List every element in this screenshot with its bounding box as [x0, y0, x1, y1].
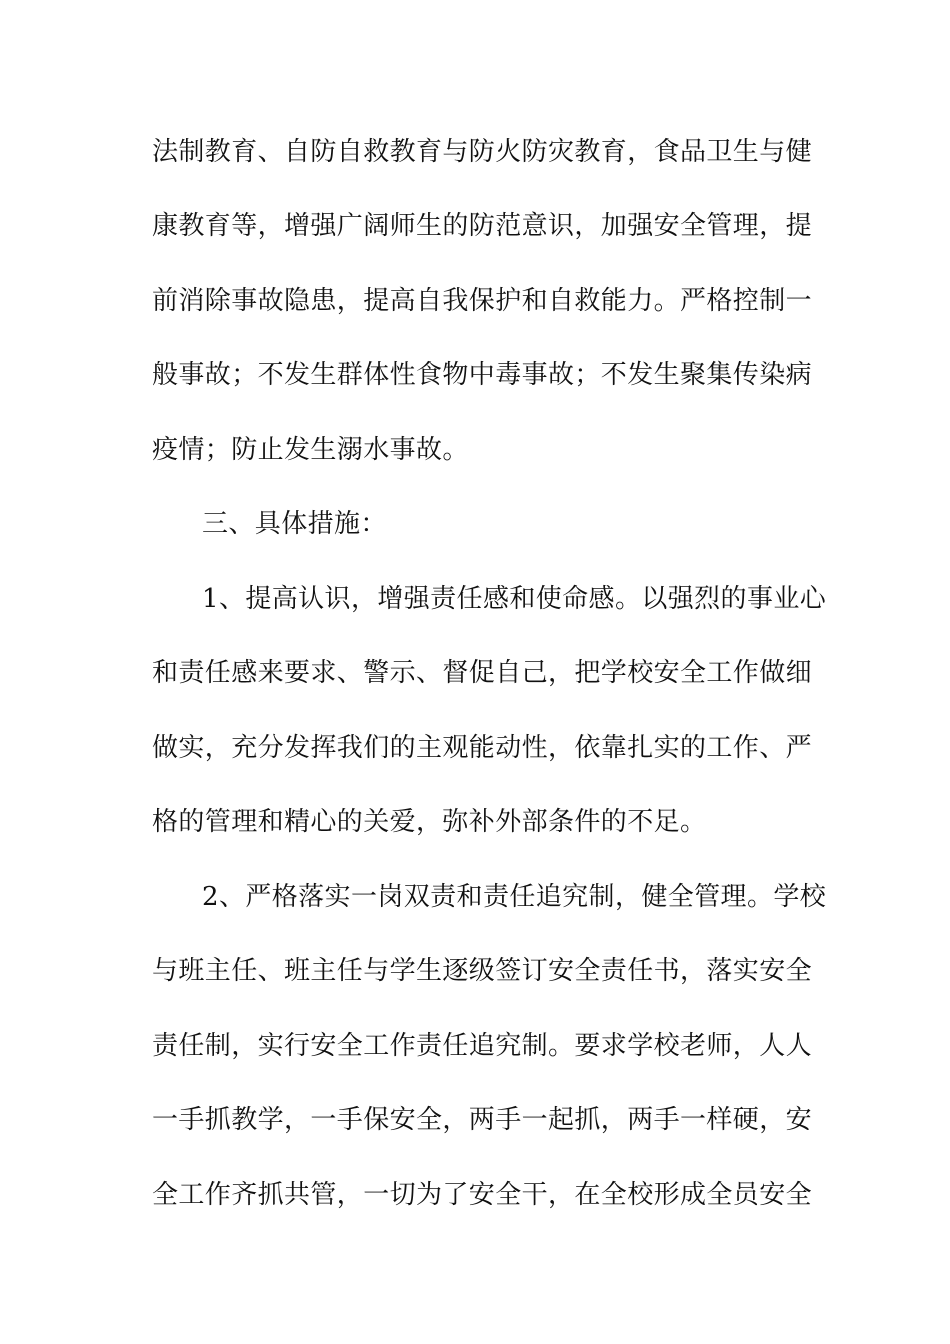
text-line: 康教育等，增强广阔师生的防范意识，加强安全管理，提	[152, 211, 813, 241]
text-line: 2、严格落实一岗双责和责任追究制，健全管理。学校	[202, 882, 827, 912]
text-line: 1、提高认识，增强责任感和使命感。以强烈的事业心	[202, 584, 827, 614]
text-line: 格的管理和精心的关爱，弥补外部条件的不足。	[152, 807, 707, 837]
text-line: 全工作齐抓共管，一切为了安全干，在全校形成全员安全	[152, 1180, 813, 1210]
text-line: 法制教育、自防自救教育与防火防灾教育，食品卫生与健	[152, 137, 813, 167]
text-line: 做实，充分发挥我们的主观能动性，依靠扎实的工作、严	[152, 733, 813, 763]
text-line: 和责任感来要求、警示、督促自己，把学校安全工作做细	[152, 658, 813, 688]
text-line: 责任制，实行安全工作责任追究制。要求学校老师，人人	[152, 1031, 813, 1061]
text-line: 前消除事故隐患，提高自我保护和自救能力。严格控制一	[152, 286, 813, 316]
text-line: 一手抓教学，一手保安全，两手一起抓，两手一样硬，安	[152, 1105, 813, 1135]
text-line: 般事故；不发生群体性食物中毒事故；不发生聚集传染病	[152, 360, 813, 390]
text-line: 与班主任、班主任与学生逐级签订安全责任书，落实安全	[152, 956, 813, 986]
text-line: 疫情；防止发生溺水事故。	[152, 435, 469, 465]
section-heading: 三、具体措施：	[202, 509, 387, 539]
